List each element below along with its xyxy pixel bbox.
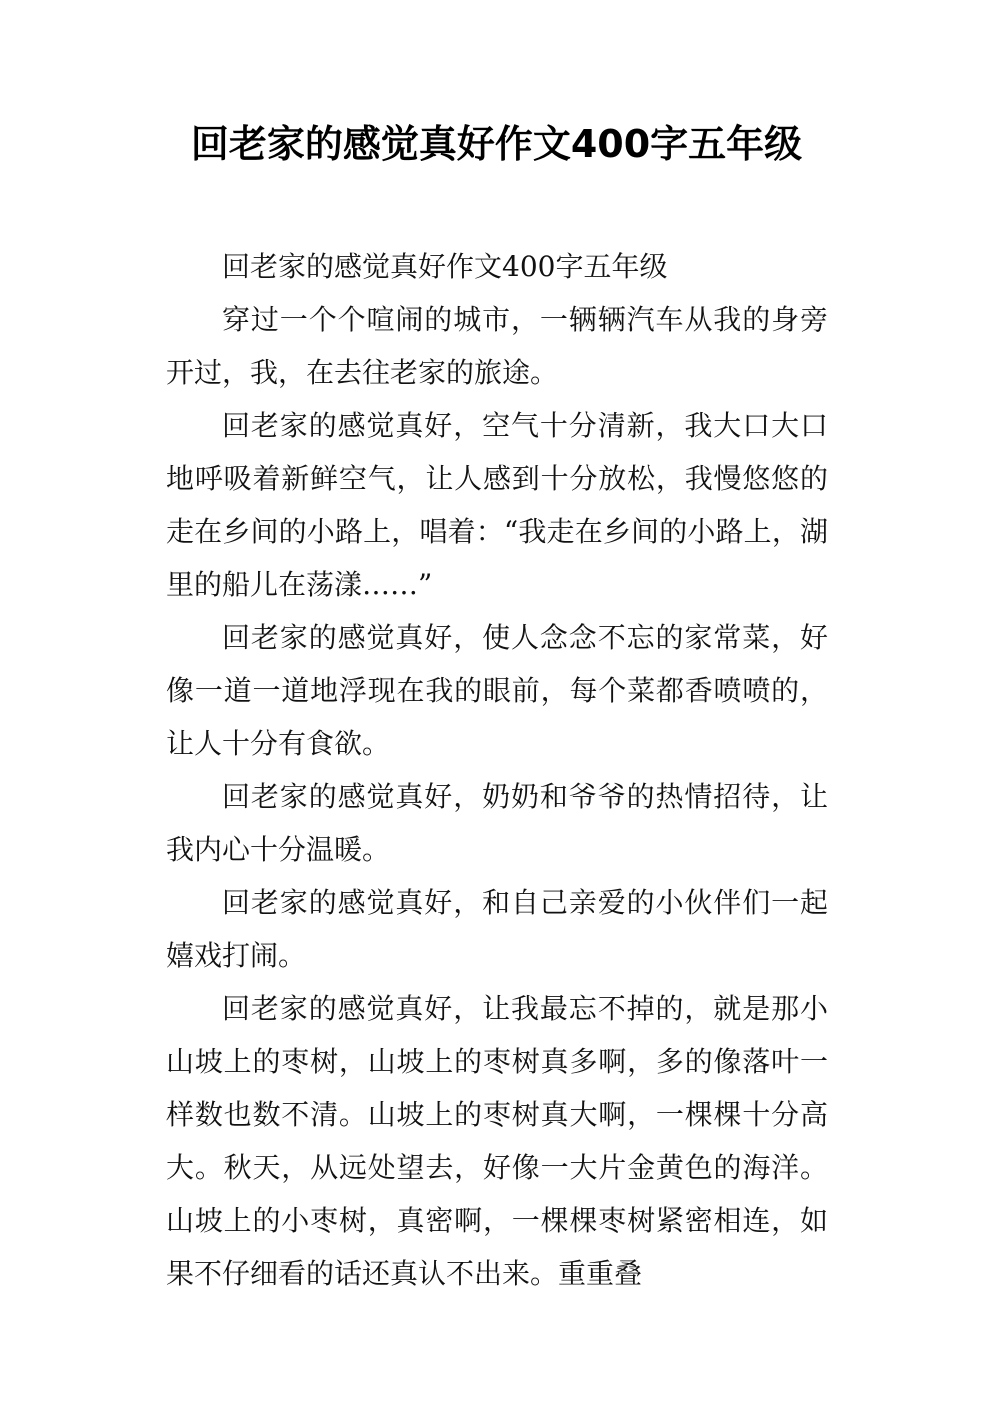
paragraph: 回老家的感觉真好，让我最忘不掉的，就是那小山坡上的枣树，山坡上的枣树真多啊，多的像落叶一样数也数不清。山坡上的枣树真大啊，一棵棵十分高大。秋天，从远处望去，好像一大片金黄色的海洋。山坡上的小枣树，真密啊，一棵棵枣树紧密相连，如果不仔细看的话还真认不出来。重重叠 <box>166 992 828 1290</box>
document-body <box>166 240 828 1300</box>
paragraph: 穿过一个个喧闹的城市，一辆辆汽车从我的身旁开过，我，在去往老家的旅途。 <box>166 303 828 389</box>
document-title: 回老家的感觉真好作文400字五年级 <box>190 122 803 166</box>
paragraph: 回老家的感觉真好，和自己亲爱的小伙伴们一起嬉戏打闹。 <box>166 886 828 972</box>
paragraph: 回老家的感觉真好，奶奶和爷爷的热情招待，让我内心十分温暖。 <box>166 780 828 866</box>
paragraph: 回老家的感觉真好，空气十分清新，我大口大口地呼吸着新鲜空气，让人感到十分放松，我慢悠悠的走在乡间的小路上，唱着：“我走在乡间的小路上，湖里的船儿在荡漾……” <box>166 409 828 601</box>
paragraph: 回老家的感觉真好，使人念念不忘的家常菜，好像一道一道地浮现在我的眼前，每个菜都香喷喷的，让人十分有食欲。 <box>166 621 828 760</box>
paragraph: 回老家的感觉真好作文400字五年级 <box>222 250 668 283</box>
